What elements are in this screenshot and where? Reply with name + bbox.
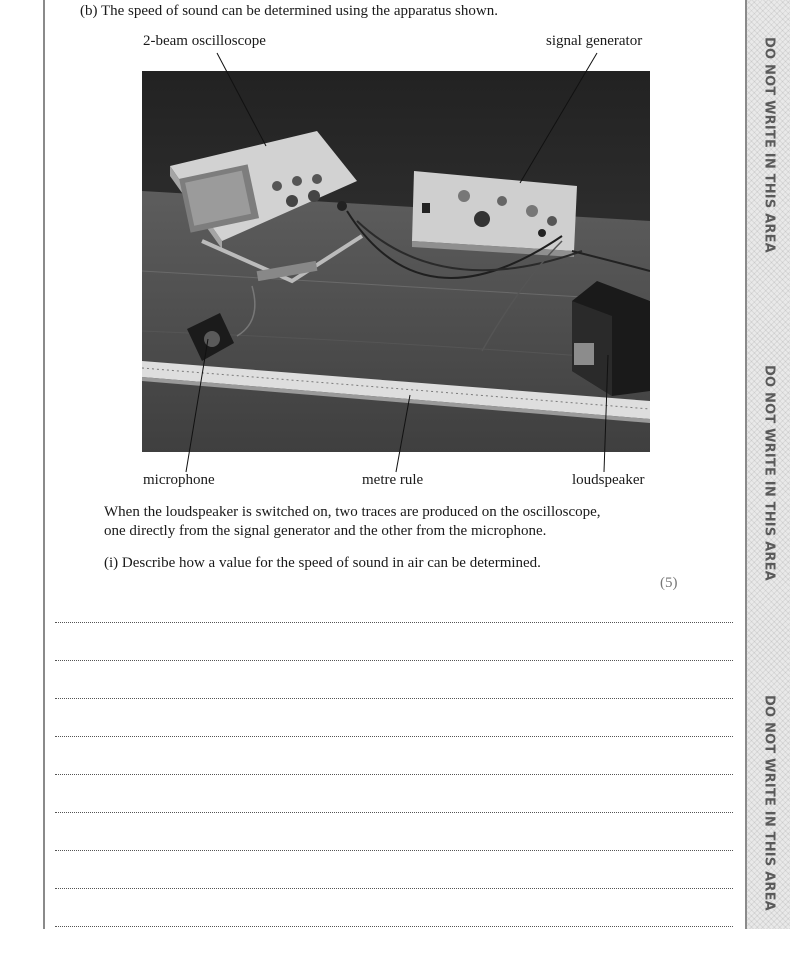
- apparatus-photo: [142, 71, 650, 452]
- answer-line[interactable]: [55, 850, 733, 851]
- part-label: (b): [80, 3, 98, 19]
- answer-area[interactable]: [55, 622, 733, 964]
- question-heading: [80, 3, 498, 20]
- left-margin-rule: [43, 0, 45, 929]
- marks-allocation: (5): [660, 575, 678, 591]
- oscilloscope-label: 2-beam oscilloscope: [143, 33, 266, 49]
- sub-question-label: (i): [104, 555, 119, 571]
- paragraph-line-1: When the loudspeaker is switched on, two traces are produced on the oscilloscope,: [104, 504, 601, 520]
- answer-line[interactable]: [55, 774, 733, 775]
- paragraph-line-2: one directly from the signal generator and the other from the microphone.: [104, 523, 547, 539]
- loudspeaker-label: loudspeaker: [572, 472, 645, 488]
- answer-line[interactable]: [55, 736, 733, 737]
- answer-line[interactable]: [55, 812, 733, 813]
- answer-line[interactable]: [55, 622, 733, 623]
- metre-rule-label: metre rule: [362, 472, 424, 488]
- answer-line[interactable]: [55, 660, 733, 661]
- sub-question-text: Describe how a value for the speed of sound in air can be determined.: [121, 555, 541, 571]
- answer-line[interactable]: [55, 698, 733, 699]
- question-intro: The speed of sound can be determined using the apparatus shown.: [100, 3, 498, 19]
- answer-line[interactable]: [55, 888, 733, 889]
- sub-question: [104, 555, 541, 572]
- description-paragraph: [104, 503, 664, 541]
- microphone-label: microphone: [143, 472, 215, 488]
- signal-generator-label: signal generator: [546, 33, 643, 49]
- answer-line[interactable]: [55, 926, 733, 927]
